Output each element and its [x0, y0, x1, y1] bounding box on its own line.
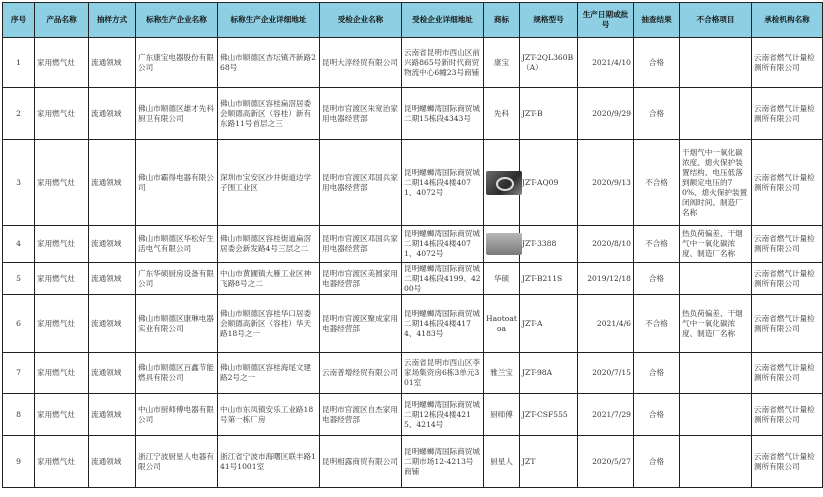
cell-date: 2021/7/29: [578, 394, 634, 436]
cell-mfr-addr: 浙江省宁波市海曙区联丰路141号1001室: [218, 436, 320, 488]
cell-result: 不合格: [634, 140, 680, 226]
cell-defect: [680, 436, 752, 488]
cell-product: 家用燃气灶: [35, 436, 89, 488]
cell-product: 家用燃气灶: [35, 140, 89, 226]
cell-date: 2021/4/6: [578, 295, 634, 353]
cell-inspected-addr: 昆明螺蛳湾国际商贸城二期14栋段4楼4174、4183号: [402, 295, 484, 353]
cell-inspected: 昆明市官渡区聚成家用电器经营部: [320, 295, 402, 353]
cell-mfr: 佛山市顺德区华松好生活电气有限公司: [136, 226, 218, 263]
cell-result: 合格: [634, 38, 680, 88]
cell-mfr: 广东华硕厨房设备有限公司: [136, 263, 218, 295]
cell-inspected-addr: 昆明螺蛳湾国际商贸城二期市场12-4213号商铺: [402, 436, 484, 488]
cell-no: 6: [3, 295, 35, 353]
cell-inspected-addr: 昆明螺蛳湾国际商贸城二期12栋段4楼4215、4214号: [402, 394, 484, 436]
cell-product: 家用燃气灶: [35, 263, 89, 295]
cell-date: 2019/12/18: [578, 263, 634, 295]
header-mfr: 标称生产企业名称: [136, 3, 218, 38]
cell-product: 家用燃气灶: [35, 38, 89, 88]
cell-inspected: 云南普增经贸有限公司: [320, 353, 402, 394]
cell-lab: 云南省燃气计量检测所有限公司: [752, 226, 823, 263]
header-brand: 商标: [484, 3, 520, 38]
cell-sampling: 流通领域: [89, 88, 136, 140]
table-row: [3, 436, 823, 488]
cell-product: 家用燃气灶: [35, 353, 89, 394]
cell-no: 9: [3, 436, 35, 488]
cell-brand: Haotoatoa: [484, 295, 520, 353]
cell-mfr-addr: 佛山市顺德区容桂扁滘居委会顺德高新区（容桂）新有东路11号首层之三: [218, 88, 320, 140]
cell-product: 家用燃气灶: [35, 394, 89, 436]
header-mfr-addr: 标称生产企业详细地址: [218, 3, 320, 38]
cell-model: JZT-A: [520, 295, 578, 353]
cell-sampling: 流通领域: [89, 394, 136, 436]
cell-model: JZT-B211S: [520, 263, 578, 295]
table-row: [3, 88, 823, 140]
brand-logo-image: [486, 171, 522, 195]
header-inspected: 受检企业名称: [320, 3, 402, 38]
table-row: [3, 353, 823, 394]
cell-brand: [484, 226, 520, 263]
header-product: 产品名称: [35, 3, 89, 38]
cell-model: JZT-AQ09: [520, 140, 578, 226]
cell-product: 家用燃气灶: [35, 226, 89, 263]
cell-defect: [680, 353, 752, 394]
header-date: 生产日期或批号: [578, 3, 634, 38]
cell-sampling: 流通领域: [89, 436, 136, 488]
cell-inspected-addr: 昆明螺蛳湾国际商贸城二期15栋段4343号: [402, 88, 484, 140]
header-result: 抽查结果: [634, 3, 680, 38]
cell-result: 合格: [634, 88, 680, 140]
cell-model: JZT-B: [520, 88, 578, 140]
cell-model: JZT: [520, 436, 578, 488]
cell-lab: 云南省燃气计量检测所有限公司: [752, 263, 823, 295]
cell-brand: 厨星人: [484, 436, 520, 488]
cell-result: 合格: [634, 394, 680, 436]
cell-defect: [680, 38, 752, 88]
cell-inspected-addr: 昆明螺蛳湾国际商贸城二期14栋段4楼4071、4072号: [402, 140, 484, 226]
cell-lab: 云南省燃气计量检测所有限公司: [752, 295, 823, 353]
header-defect: 不合格项目: [680, 3, 752, 38]
header-inspected-addr: 受检企业详细地址: [402, 3, 484, 38]
cell-mfr-addr: 深圳市宝安区沙井街道边学子围工业区: [218, 140, 320, 226]
cell-model: JZT-CSF555: [520, 394, 578, 436]
table-row: [3, 38, 823, 88]
cell-defect: 热负荷偏差、干烟气中一氧化碳浓度、制造厂名称: [680, 295, 752, 353]
cell-no: 2: [3, 88, 35, 140]
table-row: [3, 295, 823, 353]
header-sampling: 抽样方式: [89, 3, 136, 38]
cell-result: 合格: [634, 353, 680, 394]
cell-mfr: 佛山市顺德区雄才先科厨卫有限公司: [136, 88, 218, 140]
cell-mfr-addr: 佛山市顺德区容桂海尾文建路2号之一: [218, 353, 320, 394]
cell-sampling: 流通领域: [89, 353, 136, 394]
cell-product: 家用燃气灶: [35, 88, 89, 140]
cell-inspected: 昆明大淳经贸有限公司: [320, 38, 402, 88]
cell-mfr: 浙江宁波厨星人电器有限公司: [136, 436, 218, 488]
table-row: [3, 263, 823, 295]
cell-defect: [680, 394, 752, 436]
cell-brand: 雅兰宝: [484, 353, 520, 394]
cell-lab: 云南省燃气计量检测所有限公司: [752, 436, 823, 488]
cell-lab: 云南省燃气计量检测所有限公司: [752, 353, 823, 394]
cell-brand: 华硕: [484, 263, 520, 295]
cell-inspected-addr: 云南省昆明市西山区李家场集资房6栋3单元301室: [402, 353, 484, 394]
cell-defect: [680, 88, 752, 140]
cell-no: 5: [3, 263, 35, 295]
cell-defect: 热负荷偏差、干烟气中一氧化碳浓度、制造厂名称: [680, 226, 752, 263]
cell-inspected: 昆明市官渡区自杰家用电器经营部: [320, 394, 402, 436]
cell-inspected: 昆明市官渡区朱宽治家用电器经营部: [320, 88, 402, 140]
cell-mfr-addr: 佛山市顺德区杏坛镇齐新路268号: [218, 38, 320, 88]
inspection-table: [2, 2, 823, 488]
cell-mfr: 广东康宝电器股份有限公司: [136, 38, 218, 88]
cell-brand: 康宝: [484, 38, 520, 88]
header-model: 规格型号: [520, 3, 578, 38]
cell-result: 不合格: [634, 226, 680, 263]
cell-lab: 云南省燃气计量检测所有限公司: [752, 38, 823, 88]
cell-mfr: 佛山市霸得电器有限公司: [136, 140, 218, 226]
cell-date: 2020/9/13: [578, 140, 634, 226]
cell-defect: [680, 263, 752, 295]
cell-date: 2020/7/15: [578, 353, 634, 394]
cell-brand: [484, 140, 520, 226]
table-row: [3, 394, 823, 436]
cell-product: 家用燃气灶: [35, 295, 89, 353]
cell-lab: 云南省燃气计量检测所有限公司: [752, 140, 823, 226]
cell-inspected-addr: 昆明螺蛳湾国际商贸城二期14栋段4楼4071、4072号: [402, 226, 484, 263]
cell-result: 合格: [634, 436, 680, 488]
table-row: [3, 226, 823, 263]
cell-no: 8: [3, 394, 35, 436]
cell-sampling: 流通领域: [89, 140, 136, 226]
header-no: 序号: [3, 3, 35, 38]
cell-no: 1: [3, 38, 35, 88]
cell-inspected: 昆明市官渡区邓国兵家用电器经营部: [320, 140, 402, 226]
cell-mfr: 佛山市顺德区康琳电器实业有限公司: [136, 295, 218, 353]
cell-mfr: 佛山市顺德区百鑫节能燃具有限公司: [136, 353, 218, 394]
header-lab: 承检机构名称: [752, 3, 823, 38]
cell-date: 2021/4/10: [578, 38, 634, 88]
cell-result: 合格: [634, 263, 680, 295]
cell-inspected: 昆明相露商贸有限公司: [320, 436, 402, 488]
cell-no: 4: [3, 226, 35, 263]
header-row: [3, 3, 823, 38]
cell-result: 不合格: [634, 295, 680, 353]
cell-mfr-addr: 佛山市顺德区容桂街道扁滘居委会新发路4号三层之二: [218, 226, 320, 263]
cell-no: 3: [3, 140, 35, 226]
cell-model: JZT-98A: [520, 353, 578, 394]
cell-inspected-addr: 昆明螺蛳湾国际商贸城二期14栋段4199、4200号: [402, 263, 484, 295]
cell-mfr-addr: 中山市东凤镇安乐工业路18号第一栋厂房: [218, 394, 320, 436]
cell-sampling: 流通领域: [89, 263, 136, 295]
cell-model: JZT-3388: [520, 226, 578, 263]
cell-mfr-addr: 中山市黄圃镇大雁工业区神飞路8号之二: [218, 263, 320, 295]
cell-date: 2020/8/10: [578, 226, 634, 263]
cell-brand: 先科: [484, 88, 520, 140]
cell-sampling: 流通领域: [89, 226, 136, 263]
cell-date: 2020/5/27: [578, 436, 634, 488]
cell-inspected: 昆明市官渡区美圆家用电器经营部: [320, 263, 402, 295]
cell-mfr: 中山市厨师傅电器有限公司: [136, 394, 218, 436]
cell-inspected-addr: 云南省昆明市西山区前兴路865号新时代商贸物流中心6幢23号商铺: [402, 38, 484, 88]
table-row: [3, 140, 823, 226]
brand-logo-image: [486, 233, 522, 255]
cell-mfr-addr: 佛山市顺德区容桂华口居委会顺德高新区（容桂）华天路18号之一: [218, 295, 320, 353]
cell-sampling: 流通领域: [89, 38, 136, 88]
cell-lab: 云南省燃气计量检测所有限公司: [752, 394, 823, 436]
cell-inspected: 昆明市官渡区邓国兵家用电器经营部: [320, 226, 402, 263]
cell-model: JZT-2QL360B（A）: [520, 38, 578, 88]
cell-no: 7: [3, 353, 35, 394]
cell-lab: 云南省燃气计量检测所有限公司: [752, 88, 823, 140]
cell-date: 2020/9/29: [578, 88, 634, 140]
cell-defect: 干烟气中一氧化碳浓度、熄火保护装置结构、电压低落到额定电压的70%、熄火保护装置闭阀时间、制造厂名称: [680, 140, 752, 226]
cell-brand: 厨师傅: [484, 394, 520, 436]
cell-sampling: 流通领域: [89, 295, 136, 353]
